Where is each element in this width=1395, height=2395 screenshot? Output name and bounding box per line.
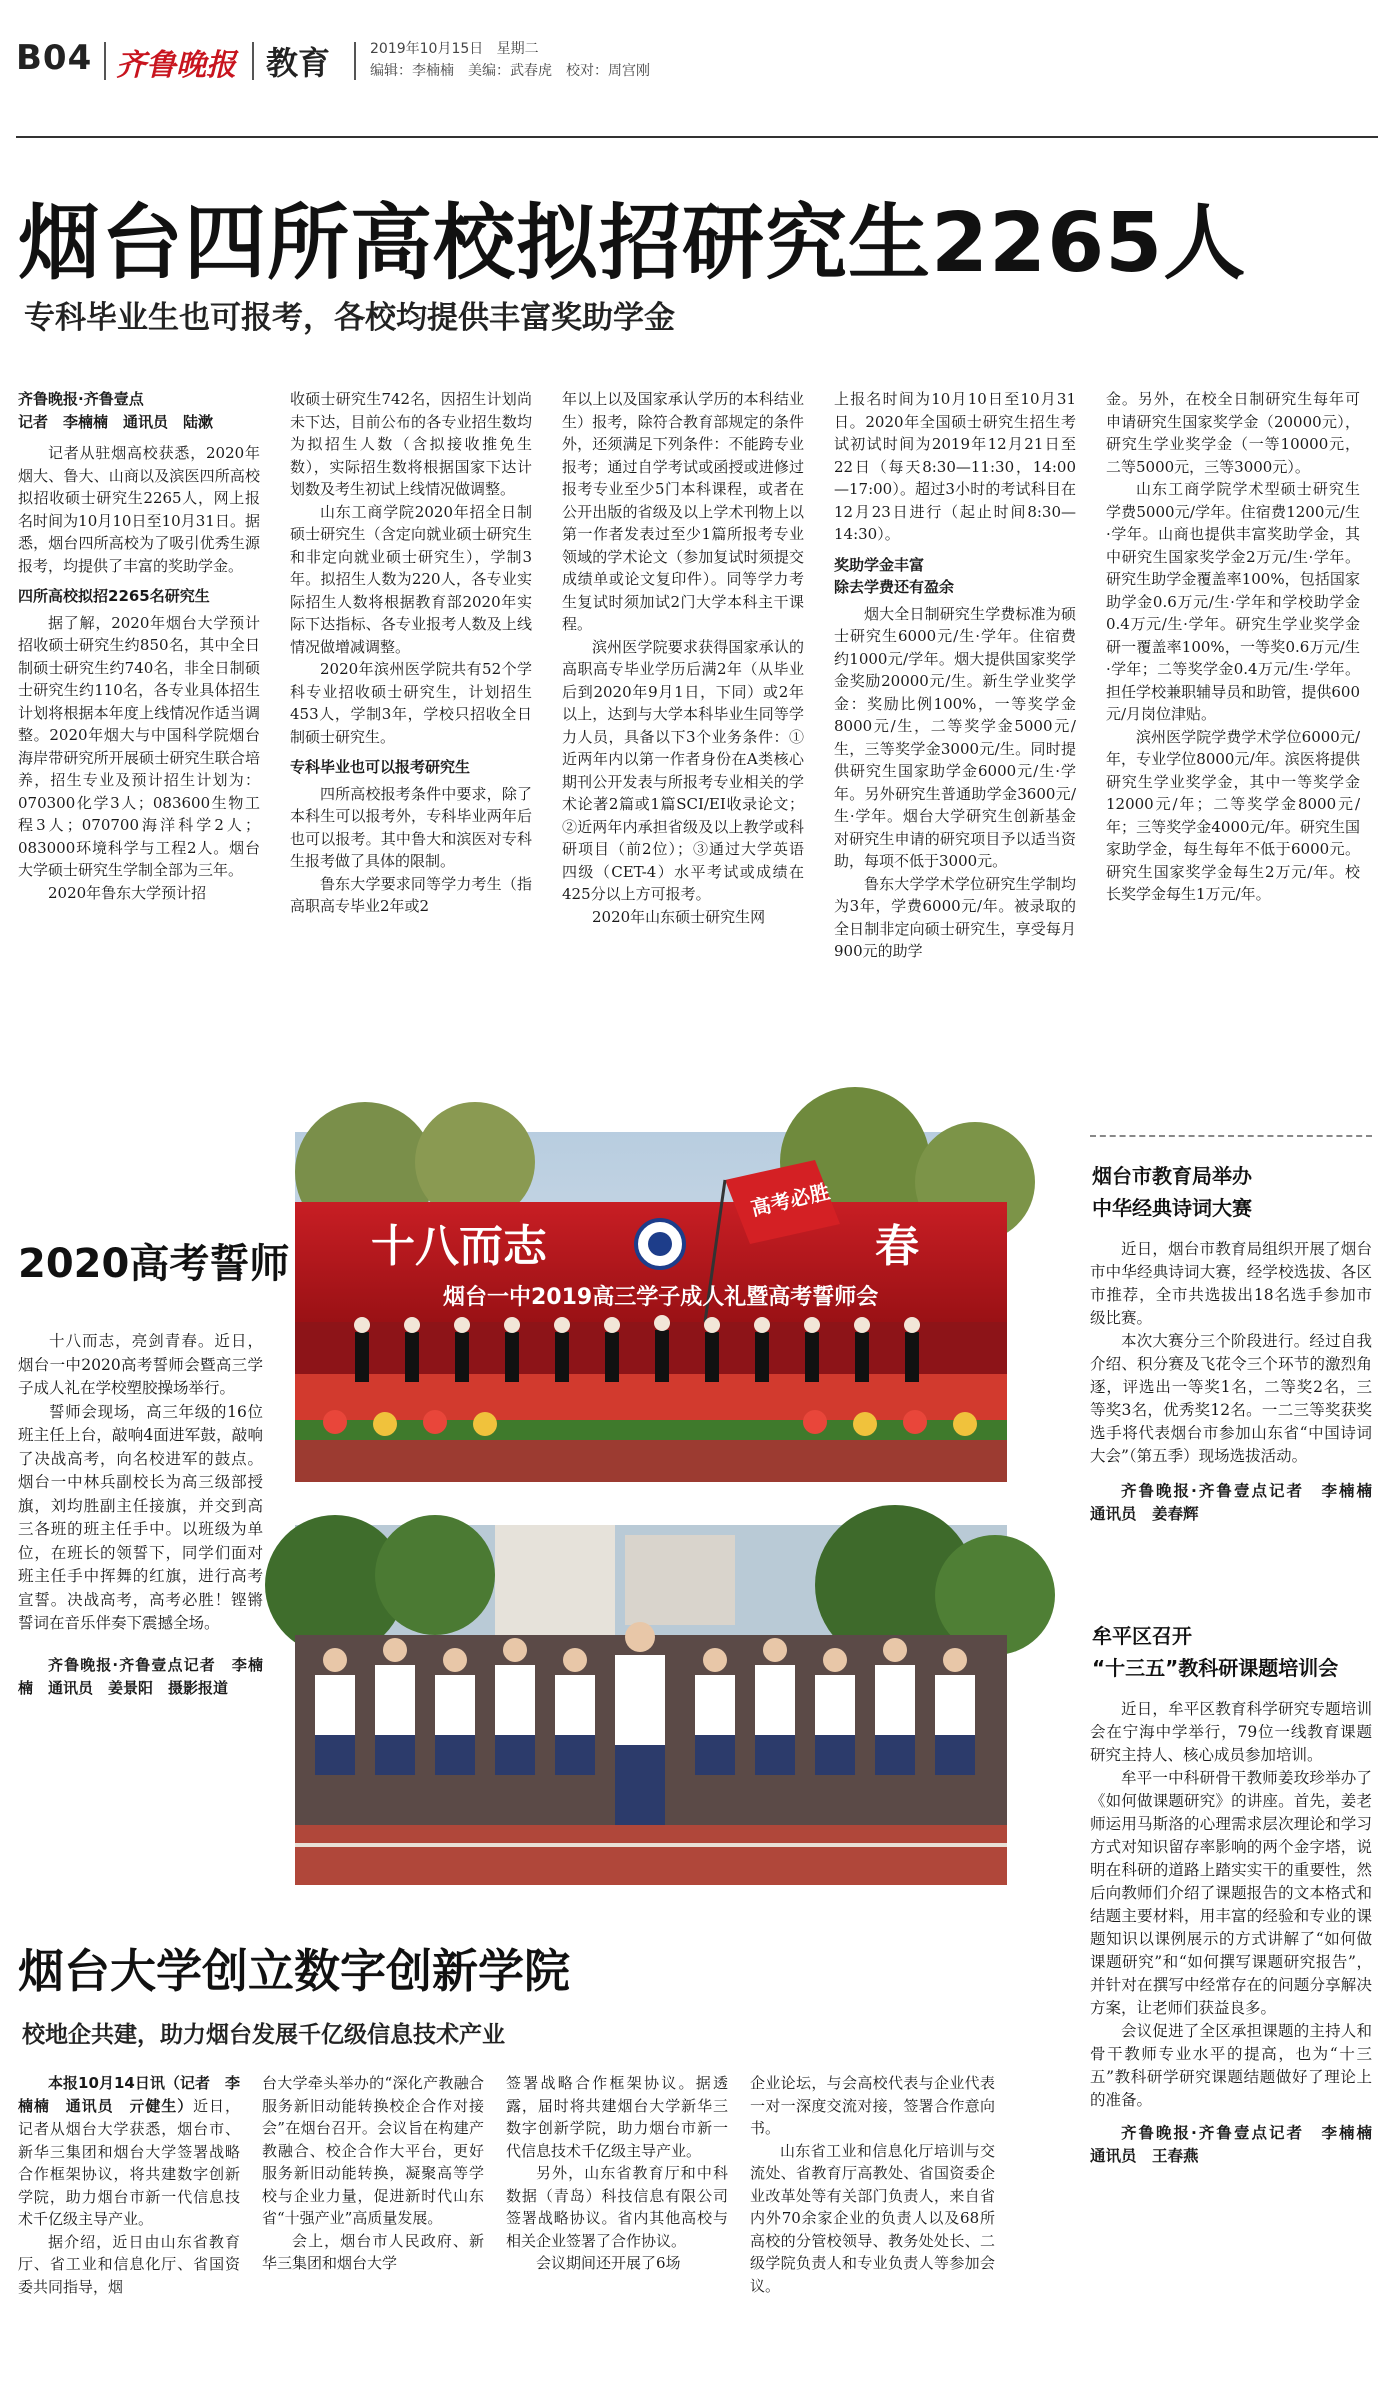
lead-byline-people: 记者 李楠楠 通讯员 陆漱 [18, 413, 214, 431]
photo-oath-ceremony-stage [295, 1132, 1007, 1482]
paragraph: 据了解，2020年烟台大学预计招收硕士研究生约850名，其中全日制硕士研究生约740名，非全日制硕士研究生约110名，各专业具体招生计划将根据本年度上线情况作适当调整。2020年烟大与中国科学院烟台海岸带研究所开展硕士研究生联合培养，招生专业及预计招生计划为：070300化学3人；083600生物工程3人；070700海洋科学2人；083000环境科学与工程2人。烟台大学硕士研究生学制全部为三年。 [18, 613, 260, 879]
header-divider [104, 42, 106, 80]
paragraph: 滨州医学院要求获得国家承认的高职高专毕业学历后满2年（从毕业后到2020年9月1日，下同）或2年以上，达到与大学本科毕业生同等学力人员，具备以下3个业务条件：①近两年内以第一作者身份在A类核心期刊公开发表与所报考专业相关的学术论著2篇或1篇SCI/EI收录论文；②近两年内承担省级及以上教学或科研项目（前2位）；③通过大学英语四级（CET-4）水平考试或成绩在425分以上方可报考。 [562, 637, 804, 903]
paragraph: 据介绍，近日由山东省教育厅、省工业和信息化厅、省国资委共同指导，烟 [18, 2232, 240, 2296]
lead-column-1 [18, 388, 260, 1068]
paragraph: 近日，牟平区教育科学研究专题培训会在宁海中学举行，79位一线教育课题研究主持人、核心成员参加培训。 [1090, 1700, 1372, 1764]
box-title: “十三五”教科研课题培训会 [1092, 1656, 1339, 1680]
box-signature: 齐鲁晚报·齐鲁壹点记者 李楠楠 通讯员 王春燕 [1090, 2124, 1388, 2165]
stage-banner-caption: 烟台一中2019高三学子成人礼暨高考誓师会 [443, 1285, 879, 1310]
paragraph: 誓师会现场，高三年级的16位班主任上台，敲响4面进军鼓，敲响了决战高考，向名校进军的鼓点。烟台一中林兵副校长为高三级部授旗，刘均胜副主任接旗，并交到高三各班的班主任手中。以班级为单位，在班长的领誓下，同学们面对班主任手中挥舞的红旗，进行高考宣誓。决战高考，高考必胜！铿锵誓词在音乐伴奏下震撼全场。 [18, 1402, 263, 1632]
editor-credits: 编辑：李楠楠 美编：武春虎 校对：周宫刚 [370, 63, 650, 79]
paragraph: 收硕士研究生742名，因招生计划尚未下达，目前公布的各专业招生数均为拟招生人数（含拟接收推免生数），实际招生数将根据国家下达计划数及考生初试上线情况做调整。 [290, 390, 532, 498]
paragraph: 2020年鲁东大学预计招 [48, 883, 207, 902]
section-name: 教育 [266, 44, 331, 82]
page-number: B04 [16, 38, 93, 78]
paragraph: 另外，山东省教育厅和中科数据（青岛）科技信息有限公司签署战略协议。省内其他高校与相关企业签署了合作协议。 [506, 2164, 728, 2250]
box-title: 中华经典诗词大赛 [1092, 1196, 1252, 1220]
lead-column-2 [290, 388, 532, 1068]
photo-students-oath [295, 1525, 1007, 1885]
paragraph: 年以上以及国家承认学历的本科结业生）报考，除符合教育部规定的条件外，还须满足下列条件：不能跨专业报考；通过自学考试或函授或进修过报考专业至少5门本科课程，或者在公开出版的省级及以上学术刊物上以第一作者发表过至少1篇所报考专业领域的学术论文（参加复试时须提交成绩单或论文复印件）。同等学力考生复试时须加试2门大学本科主干课程。 [562, 390, 804, 633]
paragraph: 2020年滨州医学院共有52个学科专业招收硕士研究生，计划招生453人，学制3年，学校只招收全日制硕士研究生。 [290, 660, 532, 746]
lead-column-4 [834, 388, 1076, 1068]
paragraph: 会议促进了全区承担课题的主持人和骨干教师专业水平的提高，也为“十三五”教科研学研究课题结题做好了理论上的准备。 [1090, 2022, 1372, 2109]
box-body [1090, 1238, 1388, 1526]
paragraph: 山东工商学院2020年招全日制硕士研究生（含定向就业硕士研究生和非定向就业硕士研究生），学制3年。拟招生人数为220人，各专业实际招生人数将根据教育部2020年实际下达指标、各专业报考人数及上线情况做增减调整。 [290, 502, 532, 656]
banner-left-text: 十八而志 [371, 1221, 547, 1272]
paragraph: 牟平一中科研骨干教师姜玫珍举办了《如何做课题研究》的讲座。首先，姜老师运用马斯洛的心理需求层次理论和学习方式对知识留存率影响的两个金字塔，说明在科研的道路上踏实实干的重要性，然后向教师们介绍了课题报告的文本格式和结题主要材料，用丰富的经验和专业的课题知识以课例展示的方式讲解了“如何做课题研究”和“如何撰写课题研究报告”，并针对在撰写中经常存在的问题分享解决方案，让老师们获益良多。 [1090, 1769, 1372, 2017]
innovation-column-4 [750, 2072, 995, 2372]
paragraph: 鲁东大学要求同等学力考生（指高职高专毕业2年或2 [290, 874, 532, 915]
innovation-column-3 [506, 2072, 728, 2372]
innovation-headline: 烟台大学创立数字创新学院 [18, 1944, 570, 1998]
paragraph: 近日，烟台市教育局组织开展了烟台市中华经典诗词大赛，经学校选拔、各区市推荐，全市共选拔出18名选手参加市级比赛。 [1090, 1240, 1372, 1327]
paragraph: 烟大全日制研究生学费标准为硕士研究生6000元/生·学年。住宿费约1000元/学年。烟大提供国家奖学金奖励20000元/生。新生学业奖学金：奖励比例100%，一等奖学金8000元/生，二等奖学金5000元/生，三等奖学金3000元/生。同时提供研究生国家助学金6000元/生·学年。另外研究生普通助学金3600元/生·学年。烟台大学研究生创新基金对研究生申请的研究项目予以适当资助，每项不低于3000元。 [834, 604, 1076, 870]
paragraph: 本次大赛分三个阶段进行。经过自我介绍、积分赛及飞花令三个环节的激烈角逐，评选出一等奖1名，二等奖2名，三等奖3名，优秀奖12名。一二三等奖获奖选手将代表烟台市参加山东省“中国诗词大会”（第五季）现场选拔活动。 [1090, 1332, 1372, 1465]
paragraph: 2020年山东硕士研究生网 [592, 907, 766, 926]
paragraph: 企业论坛，与会高校代表与企业代表一对一深度交流对接，签署合作意向书。 [750, 2074, 995, 2137]
sidebar-divider [1090, 1135, 1372, 1137]
lead-headline: 烟台四所高校拟招研究生2265人 [18, 196, 1247, 291]
box-body [1090, 1698, 1388, 2168]
box-signature: 齐鲁晚报·齐鲁壹点记者 李楠楠 通讯员 姜春辉 [1090, 1482, 1388, 1523]
paragraph: 滨州医学院学费学术学位6000元/年，专业学位8000元/年。滨医将提供研究生学业奖学金，其中一等奖学金12000元/年；二等奖学金8000元/年；三等奖学金4000元/年。研究生国家助学金，每生每年不低于6000元。研究生国家奖学金每生2万元/年。校长奖学金每生1万元/年。 [1106, 727, 1360, 903]
paragraph: 上报名时间为10月10日至10月31日。2020年全国硕士研究生招生考试初试时间为2019年12月21日至22日（每天8:30—11:30，14:00—17:00）。超过3小时的考试科目在12月23日进行（起止时间8:30—14:30）。 [834, 390, 1076, 543]
paragraph: 会议期间还开展了6场 [536, 2254, 681, 2272]
innovation-column-2 [262, 2072, 484, 2372]
paragraph: 山东省工业和信息化厅培训与交流处、省教育厅高教处、省国资委企业改革处等有关部门负责人，来自省内外70余家企业的负责人以及68所高校的分管校领导、教务处处长、二级学院负责人和专业负责人等参加会议。 [750, 2141, 995, 2295]
innovation-byline: 本报10月14日讯（记者 李楠楠 通讯员 亓健生） [18, 2074, 240, 2115]
students-photo-illustration [295, 1525, 1007, 1885]
flag-text: 高考必胜 [748, 1179, 833, 1221]
paragraph: 金。另外，在校全日制研究生每年可申请研究生国家奖学金（20000元），研究生学业奖学金（一等10000元，二等5000元，三等3000元）。 [1106, 390, 1360, 476]
section-heading: 奖助学金丰富 [834, 555, 925, 574]
stage-banner-char: 春 [875, 1221, 919, 1272]
section-heading: 专科毕业也可以报考研究生 [290, 758, 471, 776]
paragraph [18, 2072, 240, 2231]
lead-column-5 [1106, 388, 1360, 1068]
paragraph: 山东工商学院学术型硕士研究生学费5000元/学年。住宿费1200元/生·学年。山商也提供丰富奖助学金，其中研究生国家奖学金2万元/生·学年。研究生助学金覆盖率100%，包括国家助学金0.6万元/生·学年和学校助学金0.4万元/生·学年。研究生学业奖学金研一覆盖率100%，一等奖0.6万元/生·学年；二等奖学金0.4万元/生·学年。担任学校兼职辅导员和助管，提供600元/月岗位津贴。 [1106, 480, 1360, 723]
issue-date [370, 38, 539, 60]
paragraph: 十八而志，亮剑青春。近日，烟台一中2020高考誓师会暨高三学子成人礼在学校塑胶操场举行。 [18, 1332, 263, 1397]
newspaper-logo: 齐鲁晚报 [116, 48, 236, 83]
box-title: 牟平区召开 [1092, 1624, 1192, 1648]
lead-byline-org: 齐鲁晚报·齐鲁壹点 [18, 390, 144, 408]
paragraph: 记者从驻烟高校获悉，2020年烟大、鲁大、山商以及滨医四所高校拟招收硕士研究生2265人，网上报名时间为10月10日至10月31日。据悉，烟台四所高校为了吸引优秀生源报考，均提供了丰富的奖助学金。 [18, 444, 260, 575]
date: 2019年10月15日 [370, 41, 484, 57]
header-rule [16, 136, 1378, 138]
paragraph: 鲁东大学学术学位研究生学制均为3年，学费6000元/年。被录取的全日制非定向硕士研究生，享受每月900元的助学 [834, 874, 1076, 960]
paragraph: 四所高校报考条件中要求，除了本科生可以报考外，专科毕业两年后也可以报考。其中鲁大和滨医对专科生报考做了具体的限制。 [290, 784, 532, 870]
paragraph: 台大学牵头举办的“深化产教融合 服务新旧动能转换校企合作对接会”在烟台召开。会议旨在构建产教融合、校企合作大平台，更好服务新旧动能转换，凝聚高等学校与企业力量，促进新时代山东省“十强产业”高质量发展。 [262, 2074, 484, 2227]
oath-body [18, 1330, 263, 1840]
weekday: 星期二 [496, 41, 539, 57]
paragraph-text: 近日，记者从烟台大学获悉，烟台市、新华三集团和烟台大学签署战略合作框架协议，将共建数字创新学院，助力烟台市新一代信息技术千亿级主导产业。 [18, 2097, 240, 2228]
section-heading: 四所高校拟招2265名研究生 [18, 587, 210, 605]
lead-subheadline: 专科毕业生也可报考，各校均提供丰富奖助学金 [24, 300, 675, 336]
sidebar-box-poetry [1090, 1160, 1388, 1526]
lead-column-3 [562, 388, 804, 1068]
box-title: 烟台市教育局举办 [1092, 1164, 1252, 1188]
paragraph: 签署战略合作框架协议。据透露，届时将共建烟台大学新华三数字创新学院，助力烟台市新一代信息技术千亿级主导产业。 [506, 2074, 728, 2160]
sidebar-box-research [1090, 1620, 1388, 2168]
stage-banner-title [371, 1210, 547, 1274]
header-divider [354, 42, 356, 80]
header-divider [252, 42, 254, 80]
section-heading: 除去学费还有盈余 [834, 578, 955, 596]
oath-headline: 2020高考誓师 [18, 1241, 290, 1287]
innovation-subheadline: 校地企共建，助力烟台发展千亿级信息技术产业 [22, 2022, 505, 2048]
oath-byline: 齐鲁晚报·齐鲁壹点记者 李楠楠 通讯员 姜景阳 摄影报道 [18, 1655, 263, 1697]
paragraph: 会上，烟台市人民政府、新华三集团和烟台大学 [262, 2231, 484, 2272]
innovation-column-1 [18, 2072, 240, 2372]
